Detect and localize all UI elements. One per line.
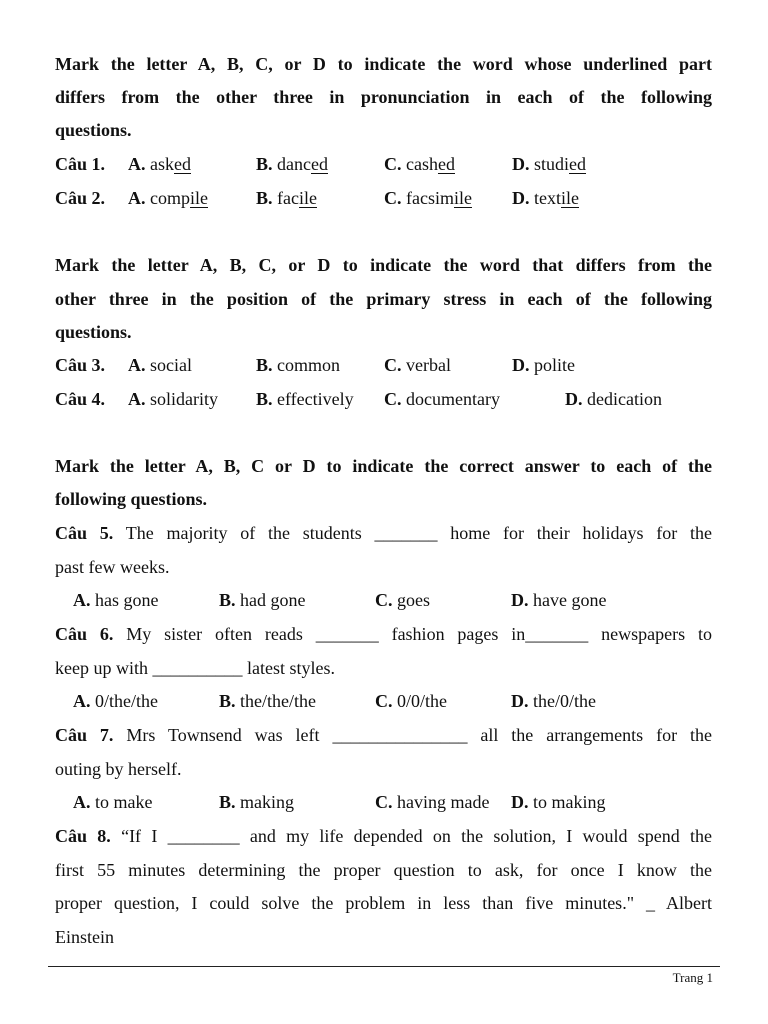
question-1 bbox=[55, 152, 712, 176]
instruction-1-line-3: questions. bbox=[55, 120, 132, 140]
question-8-line-3: proper question, I could solve the problem in less than five minutes." _ Albert bbox=[55, 893, 712, 913]
question-6-line-1: Câu 6. My sister often reads _______ fashion pages in_______ newspapers to bbox=[55, 624, 712, 644]
option-d[interactable]: D. to making bbox=[511, 792, 606, 812]
option-c[interactable]: C. verbal bbox=[384, 355, 451, 375]
option-b[interactable]: B. facile bbox=[256, 188, 317, 208]
instruction-3-line-1: Mark the letter A, B, C or D to indicate the correct answer to each of the bbox=[55, 456, 712, 476]
instruction-2-line-1: Mark the letter A, B, C, or D to indicate the word that differs from the bbox=[55, 255, 712, 275]
instruction-3-line-2: following questions. bbox=[55, 489, 208, 509]
option-a[interactable]: A. 0/the/the bbox=[73, 691, 158, 711]
question-4 bbox=[55, 387, 712, 411]
instruction-2-line-2: other three in the position of the primary stress in each of the following bbox=[55, 289, 712, 309]
option-d[interactable]: D. polite bbox=[512, 355, 575, 375]
question-7-line-1: Câu 7. Mrs Townsend was left _______________ all the arrangements for the bbox=[55, 725, 712, 745]
option-c[interactable]: C. having made bbox=[375, 792, 490, 812]
question-7-line-2: outing by herself. bbox=[55, 759, 182, 779]
option-b[interactable]: B. effectively bbox=[256, 389, 354, 409]
page-number: Trang 1 bbox=[672, 970, 713, 985]
option-c[interactable]: C. facsimile bbox=[384, 188, 472, 208]
option-d[interactable]: D. have gone bbox=[511, 590, 607, 610]
footer-divider bbox=[48, 966, 720, 967]
option-b[interactable]: B. danced bbox=[256, 154, 328, 174]
option-b[interactable]: B. common bbox=[256, 355, 341, 375]
option-c[interactable]: C. documentary bbox=[384, 389, 500, 409]
question-5-line-2: past few weeks. bbox=[55, 557, 170, 577]
option-c[interactable]: C. cashed bbox=[384, 154, 455, 174]
question-8-line-4: Einstein bbox=[55, 927, 114, 947]
option-a[interactable]: A. social bbox=[128, 355, 192, 375]
option-b[interactable]: B. had gone bbox=[219, 590, 306, 610]
option-a[interactable]: A. compile bbox=[128, 188, 208, 208]
option-d[interactable]: D. dedication bbox=[565, 389, 662, 409]
question-3 bbox=[55, 353, 712, 377]
option-c[interactable]: C. 0/0/the bbox=[375, 691, 447, 711]
question-label: Câu 3. bbox=[55, 355, 106, 375]
question-label: Câu 2. bbox=[55, 188, 106, 208]
question-8-line-1: Câu 8. “If I ________ and my life depended on the solution, I would spend the bbox=[55, 826, 713, 846]
option-b[interactable]: B. the/the/the bbox=[219, 691, 316, 711]
option-a[interactable]: A. asked bbox=[128, 154, 191, 174]
question-5-line-1: Câu 5. The majority of the students _______ home for their holidays for the bbox=[55, 523, 712, 543]
option-d[interactable]: D. textile bbox=[512, 188, 579, 208]
option-b[interactable]: B. making bbox=[219, 792, 295, 812]
option-a[interactable]: A. has gone bbox=[73, 590, 159, 610]
instruction-1-line-1: Mark the letter A, B, C, or D to indicate the word whose underlined part bbox=[55, 54, 712, 74]
question-label: Câu 4. bbox=[55, 389, 106, 409]
question-label: Câu 1. bbox=[55, 154, 106, 174]
question-2 bbox=[55, 186, 712, 210]
option-d[interactable]: D. the/0/the bbox=[511, 691, 596, 711]
option-c[interactable]: C. goes bbox=[375, 590, 430, 610]
option-a[interactable]: A. solidarity bbox=[128, 389, 218, 409]
option-d[interactable]: D. studied bbox=[512, 154, 587, 174]
instruction-1-line-2: differs from the other three in pronunciation in each of the following bbox=[55, 87, 712, 107]
question-8-line-2: first 55 minutes determining the proper question to ask, for once I know the bbox=[55, 860, 712, 880]
question-6-line-2: keep up with __________ latest styles. bbox=[55, 658, 335, 678]
instruction-2-line-3: questions. bbox=[55, 322, 132, 342]
option-a[interactable]: A. to make bbox=[73, 792, 153, 812]
